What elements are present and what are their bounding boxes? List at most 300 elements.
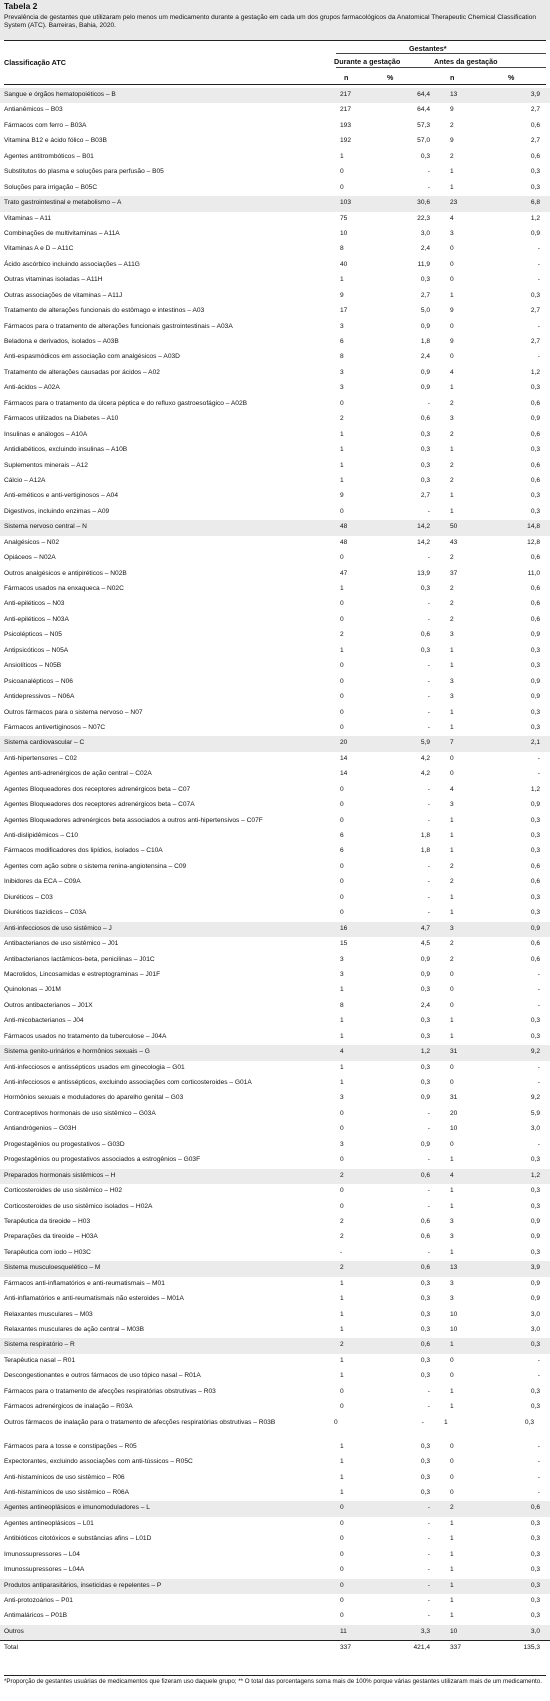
cell-n-during: 2 [340, 1233, 344, 1241]
cell-n-during: 3 [340, 1140, 344, 1148]
cell-pct-before: 0,3 [530, 1535, 540, 1543]
cell-pct-during: - [427, 708, 430, 716]
cell-pct-before: 0,3 [530, 893, 540, 901]
table-row [0, 597, 550, 612]
cell-n-during: 0 [340, 1566, 344, 1574]
cell-pct-before: - [537, 1488, 540, 1496]
cell-n-before: 4 [450, 368, 454, 376]
cell-n-during: 3 [340, 384, 344, 392]
cell-n-before: 3 [450, 229, 454, 237]
cell-n-before: 3 [450, 1233, 454, 1241]
cell-pct-during: - [427, 1125, 430, 1133]
cell-pct-before: - [537, 1442, 540, 1450]
cell-pct-during: 22,3 [417, 214, 430, 222]
cell-n-before: 10 [450, 1326, 458, 1333]
cell-pct-during: 0,6 [420, 1264, 430, 1272]
table-row-group [0, 196, 550, 211]
cell-n-before: 1 [450, 1248, 454, 1256]
row-label: Soluções para irrigação – B05C [4, 183, 98, 191]
cell-n-before: 1 [450, 662, 454, 670]
table-row [0, 134, 550, 149]
table-row [0, 242, 550, 257]
cell-pct-before: 0,3 [530, 1597, 540, 1604]
cell-pct-during: 14,2 [417, 538, 430, 546]
row-label: Contraceptivos hormonais de uso sistêmico – G03A [4, 1109, 156, 1117]
cell-pct-during: - [427, 1202, 430, 1210]
cell-n-before: 1 [450, 507, 454, 515]
cell-n-before: 1 [450, 1341, 454, 1349]
row-label: Descongestionantes e outros fármacos de uso tópico nasal – R01A [4, 1372, 201, 1380]
cell-pct-during: 2,4 [420, 1001, 430, 1009]
cell-pct-before: 3,0 [530, 1326, 540, 1333]
cell-n-during: 3 [340, 1094, 344, 1102]
cell-pct-during: - [427, 183, 430, 191]
cell-pct-during: 0,3 [420, 585, 430, 592]
cell-pct-before: 0,3 [530, 1248, 540, 1256]
table-row [0, 953, 550, 968]
cell-n-before: 0 [450, 353, 454, 361]
table-row [0, 1594, 550, 1609]
cell-pct-during: - [427, 1535, 430, 1543]
cell-n-before: 1 [450, 1032, 454, 1040]
cell-n-during: 0 [340, 1581, 344, 1589]
row-label: Preparados hormonais sistêmicos – H [4, 1171, 116, 1179]
cell-n-during: 0 [340, 1535, 344, 1543]
cell-pct-before: 5,9 [530, 1109, 540, 1117]
cell-pct-before: 0,3 [530, 507, 540, 515]
cell-pct-during: 64,4 [417, 91, 430, 98]
row-label: Diuréticos – C03 [4, 893, 53, 901]
table-row [0, 891, 550, 906]
cell-n-before: 3 [450, 693, 454, 701]
cell-pct-during: 0,3 [420, 1442, 430, 1450]
cell-pct-during: 3,0 [420, 229, 430, 237]
table-row [0, 1323, 550, 1338]
cell-n-before: 0 [450, 276, 454, 284]
cell-n-during: 2 [340, 415, 344, 423]
cell-n-during: 0 [340, 1504, 344, 1512]
cell-n-before: 0 [450, 322, 454, 330]
cell-n-before: 0 [450, 1473, 454, 1481]
cell-pct-during: 2,7 [420, 291, 430, 299]
row-label: Total [4, 1644, 18, 1652]
cell-n-during: 103 [340, 199, 352, 207]
table-row [0, 860, 550, 875]
cell-n-during: 6 [340, 832, 344, 839]
cell-n-during: 0 [340, 693, 344, 701]
cell-n-before: 1 [450, 847, 454, 855]
cell-pct-during: 0,3 [420, 276, 430, 284]
row-label: Agentes Bloqueadores dos receptores adrenérgicos beta – C07 [4, 785, 191, 793]
table-body [0, 88, 550, 1657]
row-label: Outros antibacterianos – J01X [4, 1001, 93, 1009]
table-row [0, 1563, 550, 1578]
table-row [0, 690, 550, 705]
cell-n-before: 1 [450, 893, 454, 901]
cell-n-during: 0 [340, 1109, 344, 1117]
cell-n-before: 43 [450, 538, 458, 546]
cell-n-during: 1 [340, 152, 344, 160]
row-label: Fármacos utilizados na Diabetes – A10 [4, 415, 119, 423]
cell-n-during: 0 [340, 1519, 344, 1527]
cell-n-before: 0 [450, 970, 454, 978]
table-row [0, 1471, 550, 1486]
cell-pct-during: - [427, 1187, 430, 1195]
cell-pct-during: - [427, 399, 430, 407]
cell-n-before: 337 [450, 1644, 462, 1652]
cell-n-before: 1 [444, 1418, 448, 1426]
table-row [0, 181, 550, 196]
table-row [0, 1014, 550, 1029]
cell-pct-during: 1,2 [420, 1048, 430, 1056]
cell-pct-during: - [427, 723, 430, 731]
cell-n-during: 192 [340, 137, 352, 145]
cell-pct-before: 0,3 [530, 492, 540, 500]
table-row [0, 1369, 550, 1384]
cell-n-before: 13 [450, 1264, 458, 1272]
cell-n-during: 0 [340, 1125, 344, 1133]
cell-n-before: 1 [450, 1156, 454, 1164]
cell-pct-before: - [537, 986, 540, 994]
table-row [0, 906, 550, 921]
cell-pct-during: 0,9 [420, 384, 430, 392]
table-row [0, 983, 550, 998]
cell-n-during: 4 [340, 1048, 344, 1056]
table-row [0, 289, 550, 304]
cell-n-during: 1 [340, 1032, 344, 1040]
cell-n-during: 1 [340, 476, 344, 484]
table-row [0, 489, 550, 504]
cell-pct-before: 0,6 [530, 461, 540, 469]
row-label: Agentes antineoplásicos – L01 [4, 1519, 94, 1527]
cell-n-before: 3 [450, 415, 454, 423]
cell-pct-during: - [427, 1504, 430, 1512]
cell-n-during: 0 [340, 878, 344, 886]
cell-pct-before: 0,3 [530, 1519, 540, 1527]
table-row [0, 227, 550, 242]
cell-n-before: 2 [450, 430, 454, 438]
row-label: Quinolonas – J01M [4, 986, 61, 994]
cell-n-during: 0 [334, 1418, 338, 1426]
cell-pct-during: - [427, 600, 430, 608]
cell-n-before: 3 [450, 801, 454, 809]
cell-pct-during: 2,4 [420, 245, 430, 253]
row-label: Fármacos para a tosse e constipações – R05 [4, 1442, 137, 1450]
row-label: Agentes antineoplásicos e imunomoduladores – L [4, 1504, 150, 1512]
cell-pct-before: 0,9 [530, 1217, 540, 1225]
table-row [0, 1440, 550, 1455]
table-row [0, 1292, 550, 1307]
cell-pct-during: - [427, 785, 430, 793]
cell-pct-during: - [421, 1418, 424, 1426]
row-label: Tratamento de alterações causadas por ácidos – A02 [4, 368, 160, 376]
cell-pct-before: 0,3 [530, 723, 540, 731]
row-label: Antibacterianos de uso sistêmico – J01 [4, 940, 119, 948]
cell-pct-before: 0,3 [530, 168, 540, 176]
cell-pct-during: - [427, 909, 430, 917]
cell-pct-during: 0,3 [420, 1279, 430, 1287]
cell-n-before: 9 [450, 338, 454, 345]
table-label: Tabela 2 [4, 1, 38, 11]
cell-pct-during: 0,3 [420, 986, 430, 994]
cell-n-during: 0 [340, 708, 344, 716]
cell-pct-during: 0,3 [420, 1326, 430, 1333]
table-row [0, 103, 550, 118]
row-label: Ansiolíticos – N05B [4, 662, 62, 670]
cell-n-before: 50 [450, 523, 458, 531]
row-label: Substitutos do plasma e soluções para perfusão – B05 [4, 168, 164, 176]
row-label: Vitamina B12 e ácido fólico – B03B [4, 137, 107, 145]
cell-pct-during: 0,9 [420, 368, 430, 376]
cell-n-during: 6 [340, 847, 344, 855]
row-label: Fármacos modificadores dos lipídios, isolados – C10A [4, 847, 163, 855]
cell-pct-before: 1,2 [530, 368, 540, 376]
cell-pct-before: 0,3 [530, 708, 540, 716]
cell-pct-during: - [427, 1566, 430, 1574]
cell-n-before: 1 [450, 1017, 454, 1025]
cell-pct-during: - [427, 801, 430, 809]
cell-n-during: 0 [340, 399, 344, 407]
cell-n-before: 0 [450, 1442, 454, 1450]
header-pct-before: % [508, 73, 515, 82]
table-row [0, 1030, 550, 1045]
cell-n-before: 1 [450, 1519, 454, 1527]
cell-n-before: 2 [450, 152, 454, 160]
table-row [0, 335, 550, 350]
row-label: Progestagênios ou progestativos – G03D [4, 1140, 125, 1148]
cell-n-during: 0 [340, 662, 344, 670]
cell-pct-during: 0,6 [420, 1217, 430, 1225]
row-label: Antianêmicos – B03 [4, 106, 63, 114]
cell-n-during: 0 [340, 1202, 344, 1210]
row-label: Inibidores da ECA – C09A [4, 878, 81, 886]
cell-n-before: 1 [450, 1550, 454, 1558]
table-row [0, 628, 550, 643]
row-label: Antidepressivos – N06A [4, 693, 75, 701]
cell-n-during: 2 [340, 1217, 344, 1225]
cell-pct-during: 0,6 [420, 415, 430, 423]
row-label: Psicoanalépticos – N06 [4, 677, 73, 685]
table-row [0, 721, 550, 736]
cell-pct-before: 2,7 [530, 137, 540, 145]
row-label: Fármacos anti-inflamatórios e anti-reumatismais – M01 [4, 1279, 165, 1287]
cell-pct-before: 3,0 [530, 1125, 540, 1133]
cell-n-during: 1 [340, 1372, 344, 1380]
cell-n-before: 10 [450, 1125, 458, 1133]
table-footnote: *Proporção de gestantes usuárias de medicamentos que fizeram uso daquele grupo; ** O total das porcentagens soma mais de 100% porque várias gestantes utilizaram mais de um medicamento. [4, 1678, 542, 1685]
cell-n-during: 0 [340, 1597, 344, 1604]
table-row-group [0, 520, 550, 535]
cell-pct-before: 0,6 [530, 121, 540, 129]
table-row [0, 1455, 550, 1470]
row-label: Beladona e derivados, isolados – A03B [4, 338, 119, 345]
cell-n-during: 1 [340, 1310, 344, 1318]
cell-pct-during: 0,3 [420, 446, 430, 454]
row-label: Fármacos adrenérgicos de inalação – R03A [4, 1403, 133, 1411]
cell-pct-before: 0,9 [530, 1233, 540, 1241]
cell-pct-during: 0,3 [420, 1017, 430, 1025]
cell-pct-before: 11,0 [527, 569, 540, 577]
table-row [0, 1061, 550, 1076]
cell-n-before: 1 [450, 384, 454, 392]
cell-n-during: 0 [340, 816, 344, 824]
cell-pct-before: 0,3 [530, 291, 540, 299]
cell-n-during: 0 [340, 1550, 344, 1558]
table-row [0, 119, 550, 134]
cell-n-before: 0 [450, 1488, 454, 1496]
cell-pct-before: 1,2 [530, 785, 540, 793]
table-row-group [0, 736, 550, 751]
cell-pct-during: 0,3 [420, 1473, 430, 1481]
cell-pct-during: - [427, 1387, 430, 1395]
table-row [0, 366, 550, 381]
cell-n-before: 1 [450, 1581, 454, 1589]
cell-pct-before: 0,3 [530, 1187, 540, 1195]
cell-n-during: 3 [340, 322, 344, 330]
cell-n-before: 0 [450, 754, 454, 762]
cell-pct-before: 0,3 [530, 183, 540, 191]
cell-pct-before: 0,9 [530, 415, 540, 423]
table-row [0, 1308, 550, 1323]
cell-pct-before: 0,3 [530, 662, 540, 670]
row-label: Cálcio – A12A [4, 476, 46, 484]
header-n-during: n [344, 73, 349, 82]
table-row [0, 1416, 550, 1440]
cell-n-before: 1 [450, 708, 454, 716]
cell-n-during: 2 [340, 1171, 344, 1179]
cell-pct-before: - [537, 754, 540, 762]
cell-n-during: 0 [340, 1403, 344, 1411]
cell-n-before: 1 [450, 492, 454, 500]
cell-n-before: 3 [450, 1217, 454, 1225]
row-label: Anti-hipertensores – C02 [4, 754, 77, 762]
table-row [0, 1138, 550, 1153]
cell-n-during: 1 [340, 1473, 344, 1481]
cell-n-before: 1 [450, 1187, 454, 1195]
row-label: Agentes Bloqueadores dos receptores adrenérgicos beta – C07A [4, 801, 195, 809]
cell-pct-before: - [537, 353, 540, 361]
cell-pct-during: 2,4 [420, 353, 430, 361]
cell-pct-before: 6,8 [530, 199, 540, 207]
cell-n-during: 1 [340, 1326, 344, 1333]
cell-pct-before: 0,3 [530, 832, 540, 839]
cell-n-during: 9 [340, 492, 344, 500]
cell-n-during: - [340, 1248, 343, 1256]
cell-pct-during: 30,6 [417, 199, 430, 207]
table-row [0, 1486, 550, 1501]
cell-pct-before: 0,3 [530, 384, 540, 392]
cell-pct-before: 0,9 [530, 801, 540, 809]
cell-pct-during: 1,8 [420, 832, 430, 839]
table-row [0, 1548, 550, 1563]
row-label: Sistema nervoso central – N [4, 523, 87, 531]
row-label: Produtos antiparasitários, inseticidas e repelentes – P [4, 1581, 162, 1589]
cell-pct-during: 1,8 [420, 847, 430, 855]
cell-pct-before: 0,3 [530, 446, 540, 454]
row-label: Terapêutica da tireoide – H03 [4, 1217, 91, 1225]
table-row [0, 659, 550, 674]
cell-pct-before: 0,6 [530, 600, 540, 608]
table-row [0, 875, 550, 890]
cell-pct-before: 0,6 [530, 476, 540, 484]
cell-pct-during: - [427, 1156, 430, 1164]
row-label: Anti-histamínicos de uso sistêmico – R06A [4, 1488, 129, 1496]
table-row-group [0, 1501, 550, 1516]
cell-pct-during: 5,9 [420, 739, 430, 747]
row-label: Antimaláricos – P01B [4, 1612, 68, 1620]
cell-n-during: 17 [340, 307, 348, 315]
table-row [0, 1153, 550, 1168]
row-label: Fármacos para o tratamento da úlcera péptica e do refluxo gastroesofágico – A02B [4, 399, 248, 407]
cell-n-during: 0 [340, 1612, 344, 1620]
row-label: Anti-ácidos – A02A [4, 384, 60, 392]
table-row-group [0, 1169, 550, 1184]
cell-n-before: 1 [450, 1403, 454, 1411]
cell-n-during: 0 [340, 677, 344, 685]
cell-n-before: 10 [450, 1627, 458, 1635]
row-label: Outros fármacos de inalação para o tratamento de afecções respiratórias obstrutivas – R03B [4, 1418, 276, 1426]
row-label: Anti-eméticos e anti-vertiginosos – A04 [4, 492, 118, 500]
cell-n-during: 3 [340, 970, 344, 978]
table-row [0, 1076, 550, 1091]
cell-n-during: 0 [340, 600, 344, 608]
cell-n-before: 3 [450, 677, 454, 685]
cell-pct-before: 1,2 [530, 214, 540, 222]
table-row [0, 1184, 550, 1199]
cell-pct-during: 0,6 [420, 631, 430, 639]
row-label: Sistema musculoesquelético – M [4, 1264, 101, 1272]
cell-n-before: 2 [450, 615, 454, 623]
cell-pct-during: 0,9 [420, 970, 430, 978]
cell-n-during: 0 [340, 1156, 344, 1164]
table-row [0, 752, 550, 767]
cell-pct-before: 0,3 [524, 1418, 534, 1426]
cell-n-before: 31 [450, 1048, 458, 1056]
cell-pct-during: 0,3 [420, 1032, 430, 1040]
cell-n-during: 0 [340, 554, 344, 562]
row-label: Progestagênios ou progestativos associados a estrogênios – G03F [4, 1156, 201, 1164]
row-label: Imunossupressores – L04 [4, 1550, 80, 1558]
cell-n-before: 2 [450, 862, 454, 870]
cell-pct-before: 0,3 [530, 1550, 540, 1558]
cell-pct-during: 0,6 [420, 1341, 430, 1349]
cell-pct-before: 0,6 [530, 615, 540, 623]
cell-n-before: 10 [450, 1310, 458, 1318]
cell-pct-during: 0,3 [420, 152, 430, 160]
cell-n-before: 1 [450, 723, 454, 731]
cell-n-during: 75 [340, 214, 348, 222]
row-label: Anti-infecciosos e antissépticos usados em ginecologia – G01 [4, 1063, 185, 1071]
table-row [0, 1354, 550, 1369]
row-label: Antipsicóticos – N05A [4, 646, 69, 654]
cell-pct-during: - [427, 693, 430, 701]
table-row [0, 505, 550, 520]
cell-pct-before: 0,3 [530, 847, 540, 855]
group-underline [336, 53, 546, 54]
row-label: Antiandrógenios – G03H [4, 1125, 77, 1133]
cell-n-before: 1 [450, 1535, 454, 1543]
cell-n-during: 3 [340, 955, 344, 963]
cell-pct-during: 4,5 [420, 940, 430, 948]
row-label: Agentes anti-adrenérgicos de ação central – C02A [4, 770, 152, 778]
cell-n-during: 14 [340, 770, 348, 778]
cell-pct-during: 0,3 [420, 1079, 430, 1086]
top-rule [4, 40, 546, 41]
cell-n-before: 2 [450, 955, 454, 963]
cell-n-before: 2 [450, 940, 454, 948]
table-row [0, 212, 550, 227]
table-row-total [0, 1640, 550, 1656]
